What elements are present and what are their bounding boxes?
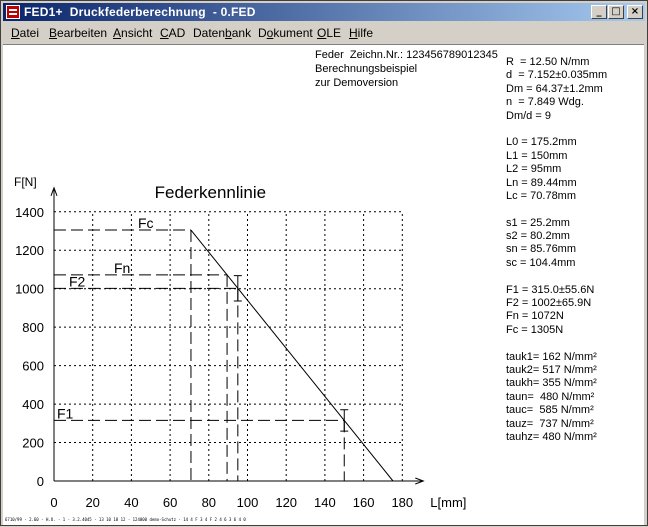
result-line [506,203,607,216]
force-marker-label: F2 [69,273,86,290]
result-line: Dm/d = 9 [506,109,551,122]
result-line: n = 7.849 Wdg. [506,96,584,109]
x-tick-label: 40 [124,495,139,510]
x-axis-label: L[mm] [430,495,467,510]
x-tick-label: 20 [85,495,100,510]
x-tick-label: 140 [314,495,336,510]
x-tick-label: 0 [50,495,58,510]
menu-item-7[interactable]: Hilfe [349,26,374,40]
force-marker-label: Fc [138,215,154,232]
chart-title: Federkennlinie [154,182,267,202]
result-line: Lc = 70.78mm [506,189,577,202]
result-line: tauhz= 480 N/mm² [506,430,597,443]
result-line: tauk2= 517 N/mm² [506,363,597,376]
drawing-number-line: Feder Zeichn.Nr.: 123456789012345 [315,49,498,61]
x-tick-label: 80 [201,495,217,510]
x-tick-label: 180 [391,495,414,510]
description-line-2: zur Demoversion [315,77,399,89]
x-tick-label: 100 [236,495,259,510]
result-line: Fn = 1072N [506,310,564,323]
y-tick-label: 1000 [15,281,44,297]
result-line: taun= 480 N/mm² [506,390,595,403]
result-line: tauz= 737 N/mm² [506,417,594,430]
result-line: F2 = 1002±65.9N [506,297,592,310]
result-line: s1 = 25.2mm [506,216,570,229]
y-tick-label: 0 [36,474,44,489]
result-line: tauc= 585 N/mm² [506,404,594,417]
menu-item-3[interactable]: CAD [160,26,186,40]
result-line: Fc = 1305N [506,323,564,336]
result-line [506,270,607,283]
result-line: s2 = 80.2mm [506,230,570,243]
result-line: F1 = 315.0±55.6N [506,283,595,296]
result-line: Ln = 89.44mm [506,176,577,189]
result-line: Dm = 64.37±1.2mm [506,82,603,95]
y-tick-label: 1200 [15,243,44,259]
y-axis-label: F[N] [14,174,37,189]
close-button[interactable]: × [627,5,643,19]
menu-item-4[interactable]: Datenbank [193,26,252,40]
y-tick-label: 200 [22,435,44,451]
result-line: L2 = 95mm [506,163,562,176]
characteristic-line [191,230,393,481]
minimize-button[interactable]: _ [591,5,607,19]
result-line: sc = 104.4mm [506,256,576,269]
x-tick-label: 60 [162,495,178,510]
result-line: L0 = 175.2mm [506,136,577,149]
result-line: L1 = 150mm [506,149,568,162]
result-line [506,123,607,136]
menu-item-5[interactable]: Dokument [258,26,313,40]
y-tick-label: 1400 [15,204,44,220]
y-tick-label: 800 [22,320,44,336]
force-marker-label: F1 [57,405,74,422]
result-line: tauk1= 162 N/mm² [506,350,597,363]
description-line-1: Berechnungsbeispiel [315,63,418,75]
window-title: FED1+ Druckfederberechnung - 0.FED [24,5,256,19]
result-line: sn = 85.76mm [506,243,577,256]
x-tick-label: 160 [352,495,375,510]
result-line: d = 7.152±0.035mm [506,69,608,82]
menu-item-2[interactable]: Ansicht [113,26,153,40]
menu-item-0[interactable]: Datei [11,26,40,40]
y-tick-label: 600 [22,358,44,374]
results-panel [506,56,607,444]
maximize-button[interactable]: □ [608,5,624,19]
menu-item-6[interactable]: OLE [317,26,342,40]
result-line: R = 12.50 N/mm [506,56,590,68]
y-tick-label: 400 [22,397,44,413]
result-line [506,337,607,350]
result-line: taukh= 355 N/mm² [506,377,597,390]
status-strip: 6710/99 - 2.60 - H.O. - 1 - 3.2.4045 - 13 10 18 12 - 124000 demo-Schutz - 14 4 F 3 4 F 2 4 6 3 6 4 0 [5,517,246,522]
menu-item-1[interactable]: Bearbeiten [49,26,108,40]
x-tick-label: 120 [275,495,298,510]
force-marker-label: Fn [114,259,131,276]
